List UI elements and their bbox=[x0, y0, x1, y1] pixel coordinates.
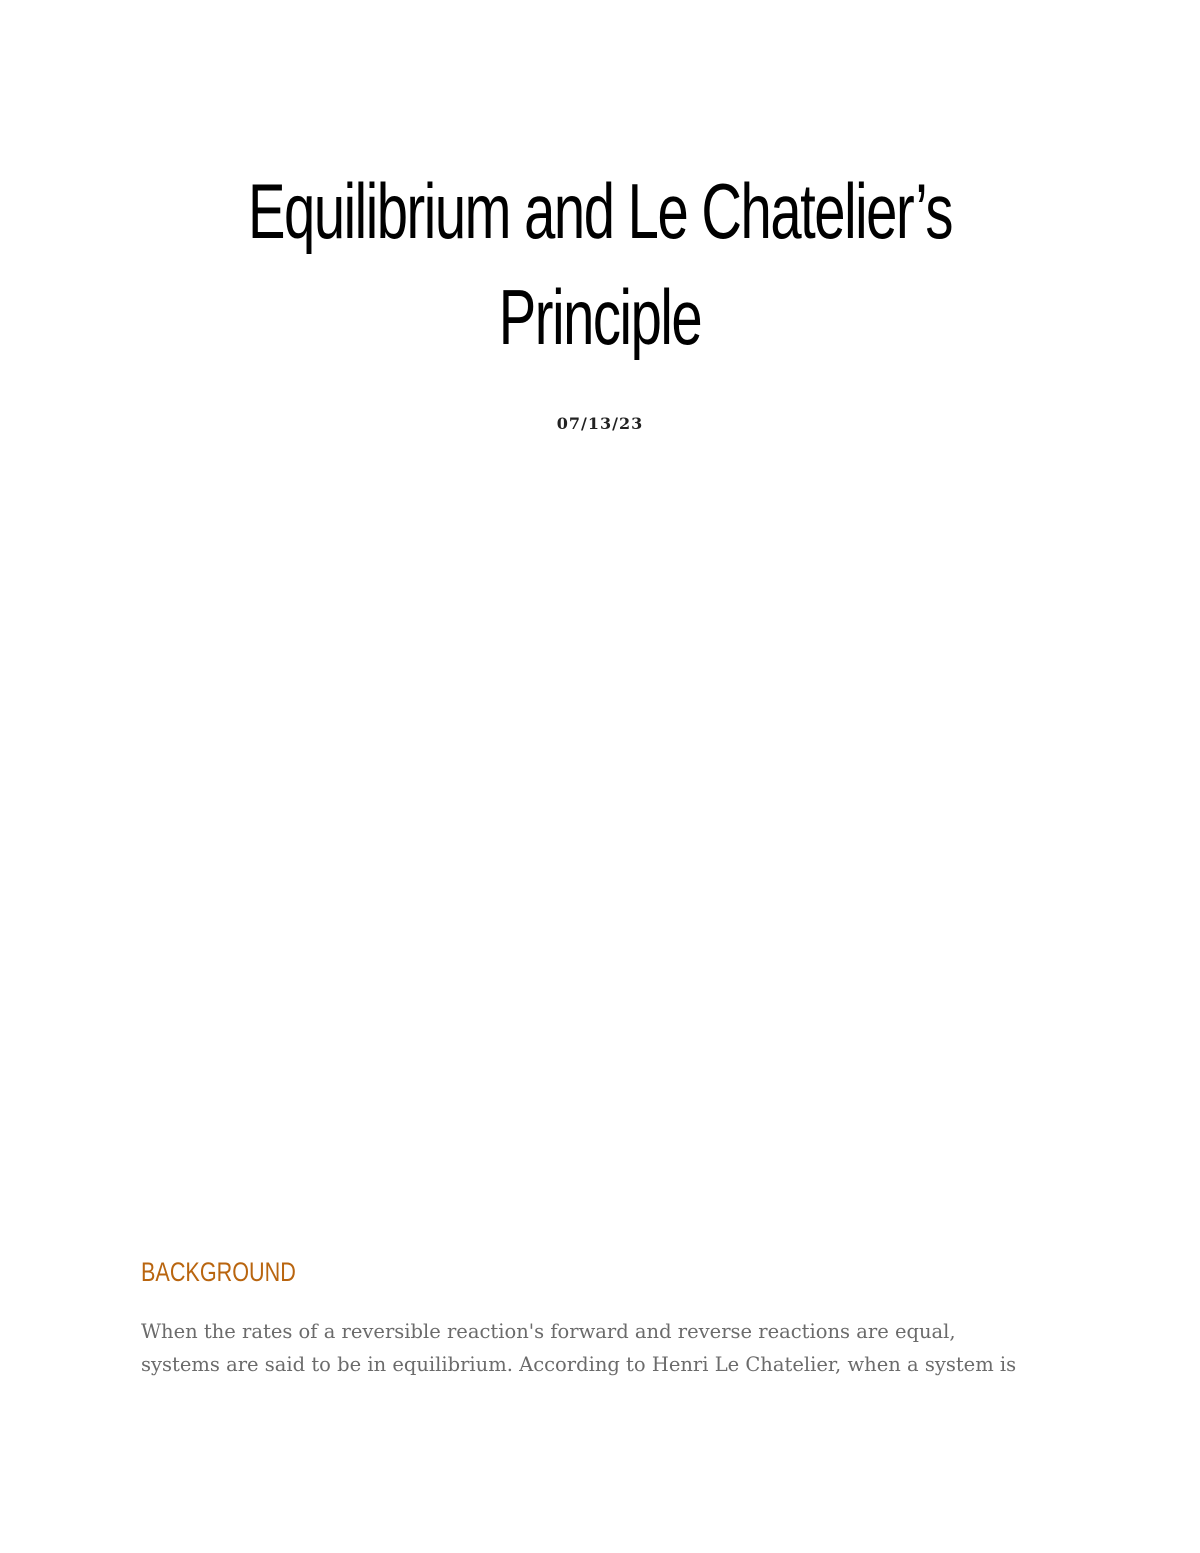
background-line-2: systems are said to be in equilibrium. According to Henri Le Chatelier, when a system is bbox=[141, 1353, 1017, 1376]
title-line-2: Principle bbox=[498, 273, 702, 361]
background-paragraph bbox=[141, 1315, 1061, 1381]
document-date: 07/13/23 bbox=[556, 414, 644, 433]
title-line-1: Equilibrium and Le Chatelier’s bbox=[248, 167, 952, 255]
background-heading: BACKGROUND bbox=[141, 1257, 296, 1287]
document-title bbox=[240, 158, 960, 370]
background-line-1: When the rates of a reversible reaction's forward and reverse reactions are equal, bbox=[141, 1320, 956, 1343]
